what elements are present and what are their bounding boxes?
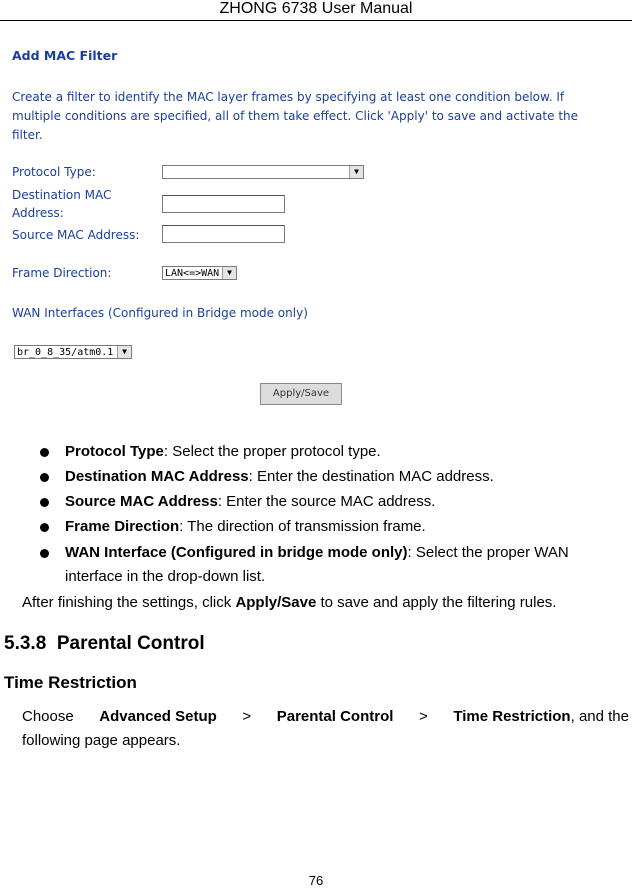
list-item: Frame Direction: The direction of transmission frame. bbox=[65, 518, 426, 535]
wan-interface-select[interactable] bbox=[14, 345, 132, 359]
add-mac-filter-title: Add MAC Filter bbox=[12, 48, 118, 63]
frame-direction-label: Frame Direction: bbox=[12, 266, 112, 280]
section-heading: 5.3.8 Parental Control bbox=[4, 633, 205, 654]
bullet-icon bbox=[40, 523, 49, 532]
source-mac-input[interactable] bbox=[162, 225, 285, 243]
chevron-down-icon: ▼ bbox=[117, 346, 131, 358]
list-item-continuation: interface in the drop-down list. bbox=[65, 568, 266, 585]
list-item: Destination MAC Address: Enter the destination MAC address. bbox=[65, 468, 494, 485]
frame-direction-select[interactable] bbox=[162, 266, 237, 280]
protocol-type-label: Protocol Type: bbox=[12, 165, 96, 179]
page-number: 76 bbox=[308, 873, 324, 888]
filter-description: Create a filter to identify the MAC layer frames by specifying at least one condition below. If multiple conditions are specified, all of them take effect. Click 'Apply' to save and activate the filter. bbox=[12, 90, 579, 142]
protocol-type-select[interactable] bbox=[162, 165, 364, 179]
choose-instruction: Choose Advanced Setup > Parental Control > Time Restriction, and the bbox=[22, 708, 629, 725]
chevron-down-icon: ▼ bbox=[222, 267, 236, 279]
list-item: Protocol Type: Select the proper protocol type. bbox=[65, 443, 381, 460]
wan-interface-value: br_0_8_35/atm0.1 bbox=[17, 347, 114, 358]
wan-interfaces-label: WAN Interfaces (Configured in Bridge mode only) bbox=[12, 306, 308, 320]
subsection-heading: Time Restriction bbox=[4, 673, 137, 692]
bullet-icon bbox=[40, 473, 49, 482]
choose-instruction-line2: following page appears. bbox=[22, 732, 181, 749]
bullet-icon bbox=[40, 549, 49, 558]
bullet-icon bbox=[40, 498, 49, 507]
destination-mac-input[interactable] bbox=[162, 195, 285, 213]
frame-direction-value: LAN<=>WAN bbox=[165, 268, 220, 279]
source-mac-label: Source MAC Address: bbox=[12, 228, 140, 242]
bullet-icon bbox=[40, 448, 49, 457]
after-settings-text: After finishing the settings, click Apply/Save to save and apply the filtering rules. bbox=[22, 594, 557, 611]
list-item: WAN Interface (Configured in bridge mode only): Select the proper WAN bbox=[65, 544, 569, 561]
destination-mac-label-line1: Destination MAC bbox=[12, 188, 112, 202]
list-item: Source MAC Address: Enter the source MAC address. bbox=[65, 493, 436, 510]
router-screenshot bbox=[12, 44, 612, 414]
chevron-down-icon: ▼ bbox=[349, 166, 363, 178]
apply-save-button[interactable]: Apply/Save bbox=[260, 383, 342, 405]
page-header: ZHONG 6738 User Manual bbox=[0, 0, 632, 21]
destination-mac-label-line2: Address: bbox=[12, 206, 64, 220]
